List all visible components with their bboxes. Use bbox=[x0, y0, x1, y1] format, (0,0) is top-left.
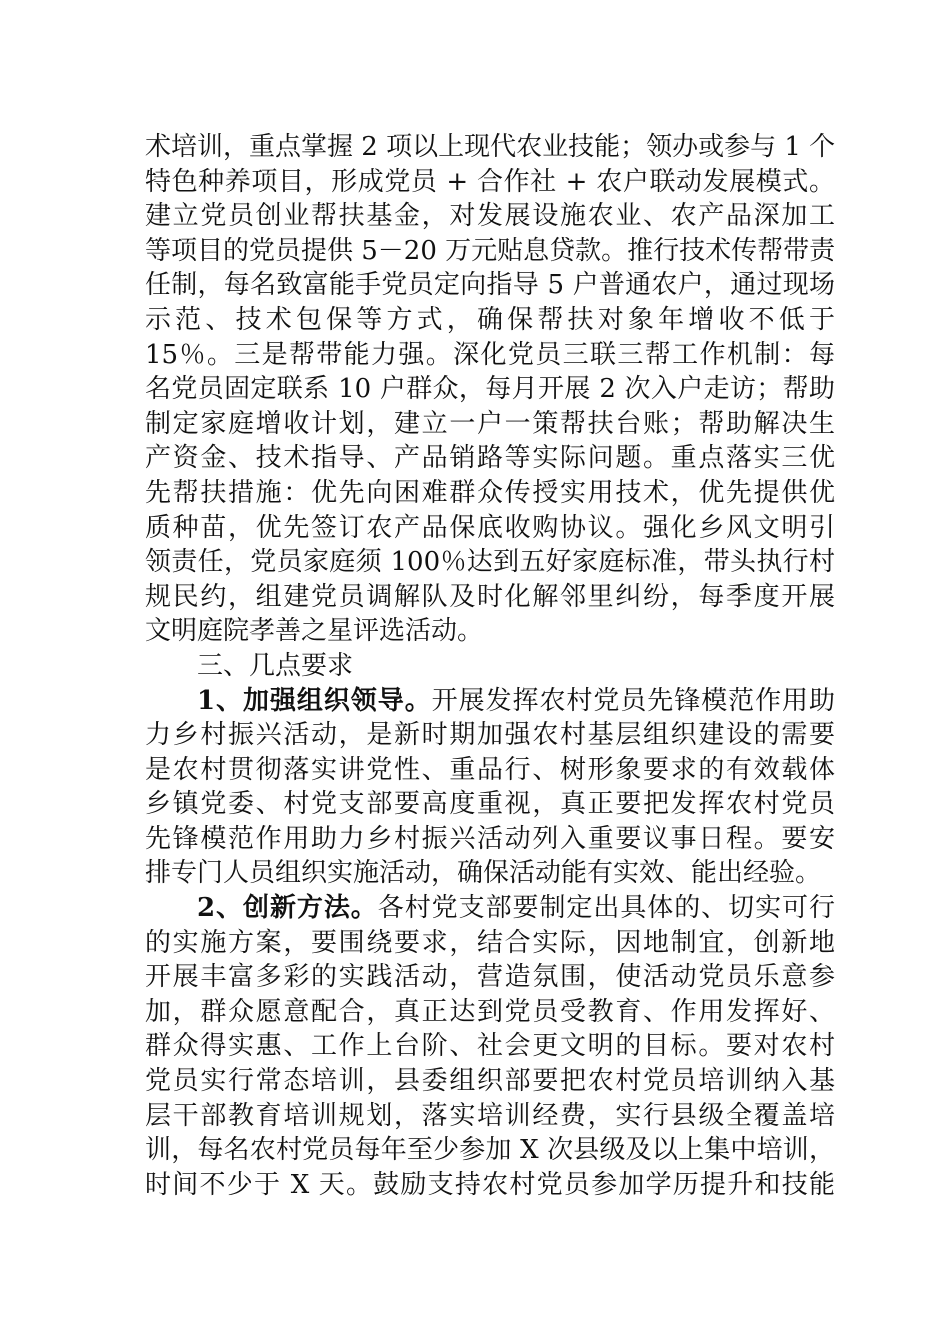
text-line: 加，群众愿意配合，真正达到党员受教育、作用发挥好、 bbox=[145, 996, 835, 1027]
text-line: 15％。三是帮带能力强。深化党员三联三帮工作机制：每 bbox=[145, 339, 835, 370]
section-heading: 三、几点要求 bbox=[197, 650, 354, 681]
text-line: 时间不少于 X 天。鼓励支持农村党员参加学历提升和技能 bbox=[145, 1169, 835, 1200]
text-line: 特色种养项目，形成党员 + 合作社 + 农户联动发展模式。 bbox=[145, 166, 835, 197]
text-line: 排专门人员组织实施活动，确保活动能有实效、能出经验。 bbox=[145, 858, 822, 889]
text-line: 规民约，组建党员调解队及时化解邻里纠纷，每季度开展 bbox=[145, 581, 835, 612]
text-line: 名党员固定联系 10 户群众，每月开展 2 次入户走访；帮助 bbox=[145, 374, 835, 405]
text-line: 质种苗，优先签订农产品保底收购协议。强化乡风文明引 bbox=[145, 512, 835, 543]
text-line: 开展丰富多彩的实践活动，营造氛围，使活动党员乐意参 bbox=[145, 962, 835, 993]
requirement-item-1 bbox=[145, 684, 835, 892]
text-line: 力乡村振兴活动，是新时期加强农村基层组织建设的需要 bbox=[145, 720, 835, 751]
item-heading: 1、加强组织领导。 bbox=[197, 685, 432, 716]
text-line-first bbox=[145, 891, 835, 926]
text-line: 文明庭院孝善之星评选活动。 bbox=[145, 616, 484, 647]
item-text: 开展发挥农村党员先锋模范作用助 bbox=[431, 685, 835, 716]
text-line: 任制，每名致富能手党员定向指导 5 户普通农户，通过现场 bbox=[145, 270, 835, 301]
item-heading: 2、创新方法。 bbox=[197, 893, 378, 924]
text-line: 术培训，重点掌握 2 项以上现代农业技能；领办或参与 1 个 bbox=[145, 132, 836, 162]
paragraph-continuation bbox=[145, 130, 835, 649]
text-line: 先锋模范作用助力乡村振兴活动列入重要议事日程。要安 bbox=[145, 823, 835, 854]
text-line: 示范、技术包保等方式，确保帮扶对象年增收不低于 bbox=[145, 304, 835, 335]
text-line: 制定家庭增收计划，建立一户一策帮扶台账；帮助解决生 bbox=[145, 408, 835, 439]
text-line: 先帮扶措施：优先向困难群众传授实用技术，优先提供优 bbox=[145, 477, 835, 508]
text-line: 群众得实惠、工作上台阶、社会更文明的目标。要对农村 bbox=[145, 1031, 835, 1062]
text-line: 领责任，党员家庭须 100％达到五好家庭标准，带头执行村 bbox=[145, 547, 835, 578]
text-line-first bbox=[145, 684, 835, 719]
text-line: 层干部教育培训规划，落实培训经费，实行县级全覆盖培 bbox=[145, 1100, 835, 1131]
text-line: 训，每名农村党员每年至少参加 X 次县级及以上集中培训， bbox=[145, 1135, 835, 1166]
text-line: 产资金、技术指导、产品销路等实际问题。重点落实三优 bbox=[145, 443, 835, 474]
item-text: 各村党支部要制定出具体的、切实可行 bbox=[377, 893, 835, 924]
document-body bbox=[145, 130, 835, 1202]
text-line: 等项目的党员提供 5－20 万元贴息贷款。推行技术传帮带责 bbox=[145, 235, 836, 266]
text-line: 党员实行常态培训，县委组织部要把农村党员培训纳入基 bbox=[145, 1066, 835, 1097]
text-line: 建立党员创业帮扶基金，对发展设施农业、农产品深加工 bbox=[145, 201, 835, 232]
text-line: 是农村贯彻落实讲党性、重品行、树形象要求的有效载体 bbox=[145, 754, 835, 785]
text-line: 乡镇党委、村党支部要高度重视，真正要把发挥农村党员 bbox=[145, 789, 835, 820]
requirement-item-2 bbox=[145, 891, 835, 1202]
text-line: 的实施方案，要围绕要求，结合实际，因地制宜，创新地 bbox=[145, 927, 835, 958]
